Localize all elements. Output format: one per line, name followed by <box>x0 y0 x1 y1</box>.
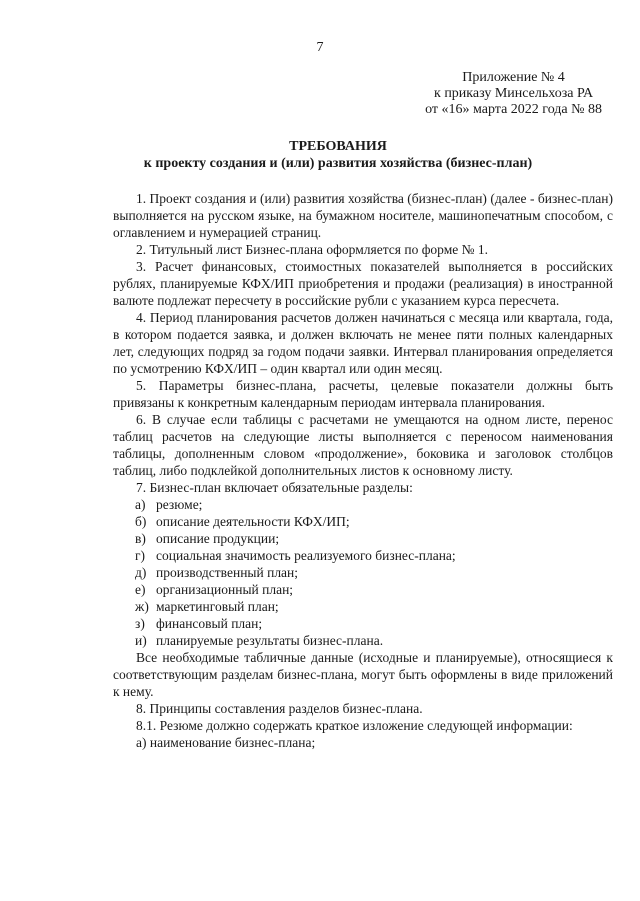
list-item-text: планируемые результаты бизнес-плана. <box>156 633 384 648</box>
list-item-text: описание продукции; <box>156 531 280 546</box>
paragraph-7: 7. Бизнес-план включает обязательные разделы: <box>136 480 413 495</box>
paragraph-1: 1. Проект создания и (или) развития хозяйства (бизнес-план) (далее - бизнес-план) выполняется на русском языке, на бумажном носителе, машинопечатным способом, с оглавлением и нумерацией страниц. <box>113 191 613 240</box>
paragraph-2: 2. Титульный лист Бизнес-плана оформляется по форме № 1. <box>136 242 489 257</box>
paragraph-7-note: Все необходимые табличные данные (исходные и планируемые), относящиеся к соответствующим разделам бизнес-плана, могут быть оформлены в виде приложений к нему. <box>113 650 613 699</box>
list-item <box>113 615 613 632</box>
list-item-text: резюме; <box>156 497 203 512</box>
document-title-block <box>0 138 640 172</box>
list-marker: б) <box>135 514 147 529</box>
list-item <box>113 530 613 547</box>
list-marker: г) <box>135 548 146 563</box>
sections-list <box>113 496 613 649</box>
annex-title: Приложение № 4 <box>462 70 565 85</box>
list-item <box>113 547 613 564</box>
list-item <box>113 564 613 581</box>
paragraph-4: 4. Период планирования расчетов должен начинаться с месяца или квартала, года, в котором подается заявка, и должен включать не менее пяти полных календарных лет, следующих подряд за годом подачи заявки. Интервал планирования определяется по усмотрению КФХ/ИП – один квартал или один месяц. <box>113 310 613 376</box>
annex-header <box>425 70 602 118</box>
paragraph-8-1-a: а) наименование бизнес-плана; <box>136 735 316 750</box>
list-item <box>113 581 613 598</box>
list-item-text: финансовый план; <box>156 616 263 631</box>
list-item-text: маркетинговый план; <box>156 599 279 614</box>
list-marker: е) <box>135 582 146 597</box>
list-item-text: организационный план; <box>156 582 294 597</box>
list-item-text: социальная значимость реализуемого бизнес-плана; <box>156 548 456 563</box>
list-marker: з) <box>135 616 145 631</box>
document-subtitle: к проекту создания и (или) развития хозяйства (бизнес-план) <box>143 156 533 171</box>
list-marker: в) <box>135 531 146 546</box>
paragraph-8-1: 8.1. Резюме должно содержать краткое изложение следующей информации: <box>136 718 573 733</box>
list-item <box>113 496 613 513</box>
document-title: ТРЕБОВАНИЯ <box>289 139 387 154</box>
paragraph-3: 3. Расчет финансовых, стоимостных показателей выполняется в российских рублях, планируемые КФХ/ИП приобретения и продажи (реализация) в иностранной валюте подлежат пересчету в российские рубли с указанием курса пересчета. <box>113 259 613 308</box>
list-item <box>113 632 613 649</box>
list-item <box>113 598 613 615</box>
list-marker: д) <box>135 565 147 580</box>
list-marker: ж) <box>135 599 149 614</box>
annex-order-reference: к приказу Минсельхоза РА <box>434 86 594 101</box>
document-body <box>113 190 613 751</box>
page-number: 7 <box>316 40 324 55</box>
list-marker: а) <box>135 497 146 512</box>
annex-order-date: от «16» марта 2022 года № 88 <box>425 102 602 117</box>
list-item-text: описание деятельности КФХ/ИП; <box>156 514 350 529</box>
paragraph-8: 8. Принципы составления разделов бизнес-плана. <box>136 701 423 716</box>
list-item <box>113 513 613 530</box>
list-marker: и) <box>135 633 147 648</box>
paragraph-6: 6. В случае если таблицы с расчетами не умещаются на одном листе, перенос таблиц расчетов на следующие листы выполняется с переносом наименования таблицы, дополненным словом «продолжение», боковика и заголовок столбцов таблиц, либо подклейкой дополнительных листов к основному листу. <box>113 412 613 478</box>
paragraph-5: 5. Параметры бизнес-плана, расчеты, целевые показатели должны быть привязаны к конкретным календарным периодам интервала планирования. <box>113 378 613 410</box>
list-item-text: производственный план; <box>156 565 299 580</box>
